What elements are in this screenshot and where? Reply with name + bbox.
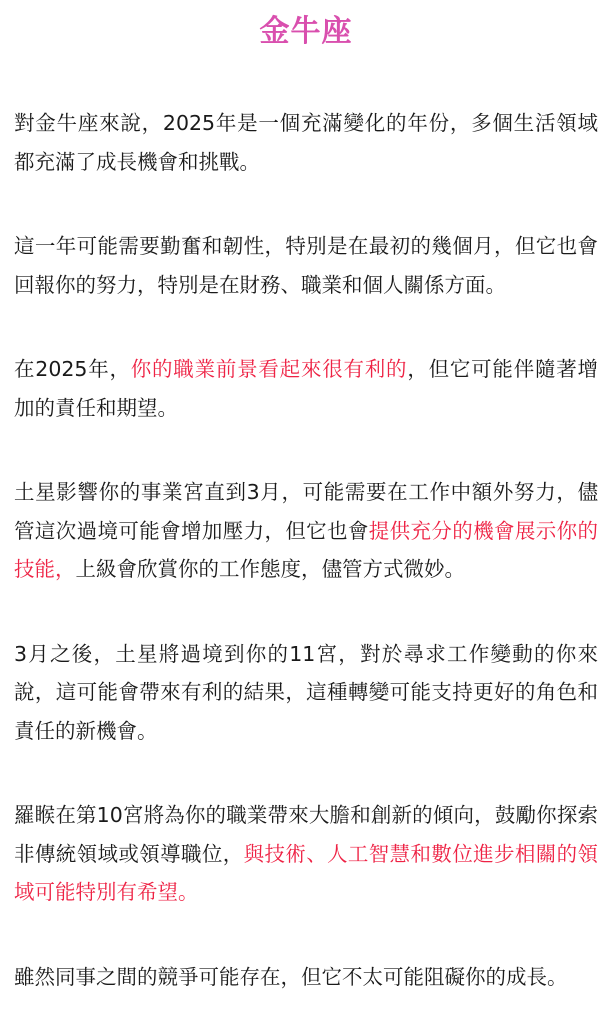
paragraph-saturn-transit [14,473,598,589]
paragraph-text: 在2025年， [14,357,131,381]
paragraph-effort [14,227,598,304]
paragraph-text: 這一年可能需要勤奮和韌性，特別是在最初的幾個月，但它也會回報你的努力，特別是在財務、職業和個人關係方面。 [14,234,598,297]
highlighted-text: 你的職業前景看起來很有利的 [130,357,408,381]
paragraph-text: 對金牛座來說，2025年是一個充滿變化的年份，多個生活領域都充滿了成長機會和挑戰。 [14,111,598,174]
highlighted-text: 與技術、人工智慧和數位進步相關的領域可能特別有希望。 [14,841,599,904]
paragraph-text: ，但它可能伴隨著增加的責任和期望。 [14,357,599,420]
paragraph-text: 土星影響你的事業宮直到3月，可能需要在工作中額外努力，儘管這次過境可能會增加壓力，但它也會 [14,480,598,543]
paragraph-after-march [14,635,598,751]
highlighted-text: 提供充分的機會展示你的技能， [14,518,599,581]
paragraph-intro [14,104,598,181]
paragraph-text: 3月之後，土星將過境到你的11宮，對於尋求工作變動的你來說，這可能會帶來有利的結果，這種轉變可能支持更好的角色和責任的新機會。 [14,641,598,743]
paragraph-text: 羅睺在第10宮將為你的職業帶來大膽和創新的傾向，鼓勵你探索非傳統領域或領導職位， [14,803,598,866]
paragraph-text: 上級會欣賞你的工作態度，儘管方式微妙。 [75,557,465,581]
paragraph-competition [14,958,598,997]
paragraph-text: 雖然同事之間的競爭可能存在，但它不太可能阻礙你的成長。 [14,964,568,989]
paragraph-career-outlook [14,350,598,427]
paragraph-rahu [14,796,598,912]
page-title: 金牛座 [259,14,353,49]
